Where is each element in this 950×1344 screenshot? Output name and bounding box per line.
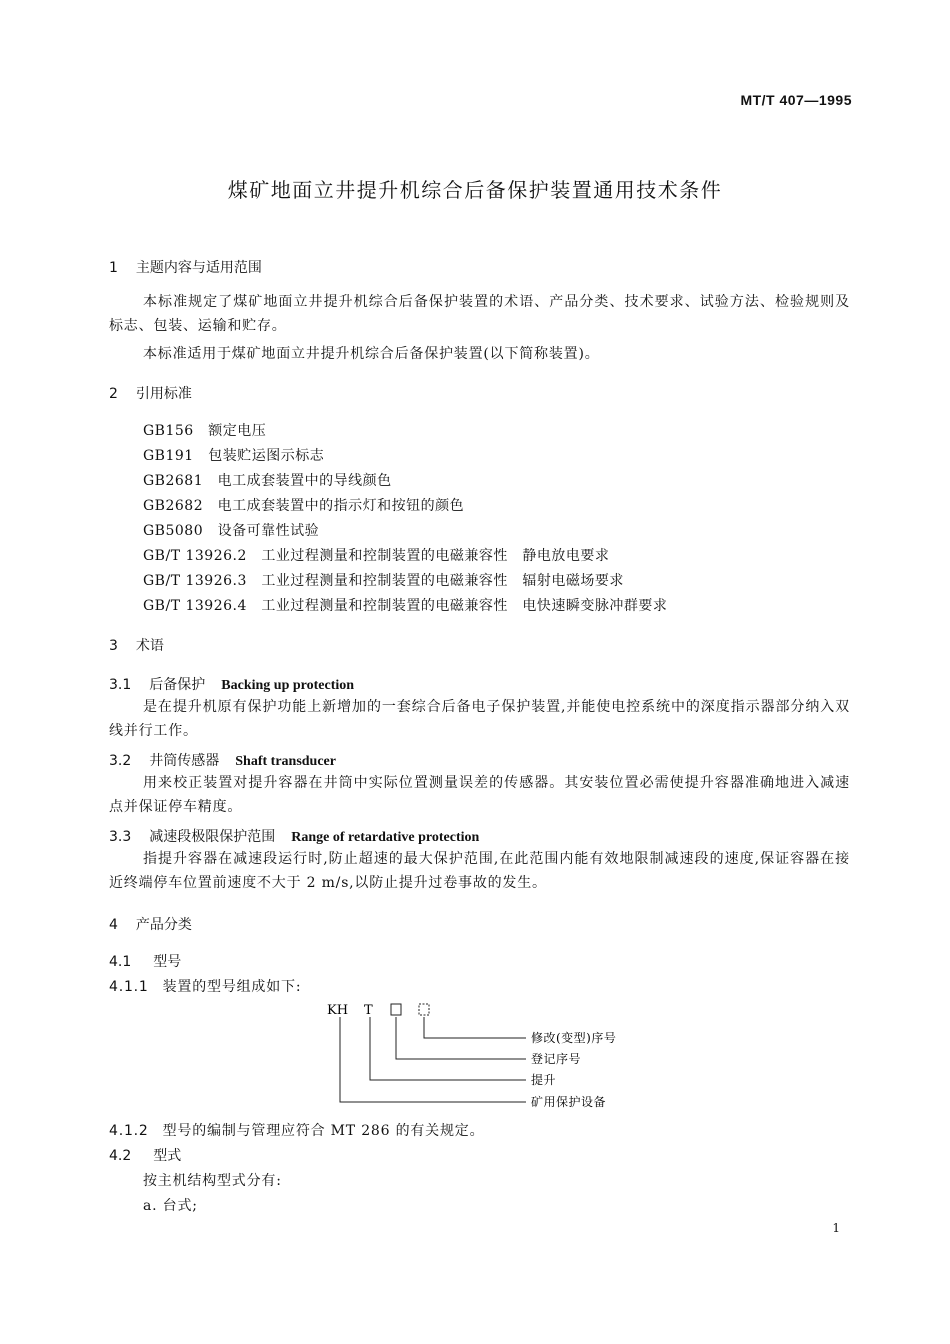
clause-number: 4.1.2	[109, 1123, 149, 1139]
clause-text: 型号的编制与管理应符合 MT 286 的有关规定。	[162, 1123, 485, 1139]
section-2-heading	[109, 383, 192, 403]
code-slot-dashed	[419, 1004, 429, 1015]
section-4-2-heading	[109, 1145, 181, 1165]
section-number: 3	[109, 638, 118, 654]
section-1-paragraph-1: 本标准规定了煤矿地面立井提升机综合后备保护装置的术语、产品分类、技术要求、试验方法、检验规则及标志、包装、运输和贮存。	[109, 294, 850, 334]
term-3-3-heading	[109, 826, 479, 846]
term-zh: 后备保护	[149, 677, 206, 693]
term-3-3-definition: 指提升容器在减速段运行时,防止超速的最大保护范围,在此范围内能有效地限制减速段的速度,保证容器在接近终端停车位置前速度不大于 2 m/s,以防止提升过卷事故的发生。	[109, 851, 850, 891]
label-modification-no: 修改(变型)序号	[531, 1031, 617, 1045]
clause-text: 装置的型号组成如下:	[162, 979, 302, 995]
section-title: 型式	[153, 1148, 182, 1164]
section-4-1-heading	[109, 951, 181, 971]
section-title: 产品分类	[135, 917, 192, 933]
section-number: 4.1	[109, 954, 132, 970]
reference-item: GB2682 电工成套装置中的指示灯和按钮的颜色	[143, 498, 465, 514]
section-1-heading	[109, 257, 262, 277]
label-mine-protection-equipment: 矿用保护设备	[531, 1095, 607, 1109]
label-hoist: 提升	[531, 1073, 557, 1087]
section-title: 主题内容与适用范围	[135, 260, 262, 276]
section-number: 4	[109, 917, 118, 933]
section-1-paragraph-2: 本标准适用于煤矿地面立井提升机综合后备保护装置(以下简称装置)。	[143, 346, 600, 362]
term-3-2-definition: 用来校正装置对提升容器在井筒中实际位置测量误差的传感器。其安装位置必需使提升容器准确地进入减速点并保证停车精度。	[109, 775, 850, 815]
section-title: 术语	[135, 638, 164, 654]
list-item-a: a. 台式;	[143, 1198, 198, 1214]
section-4-1-1	[109, 976, 301, 996]
reference-item: GB156 额定电压	[143, 423, 267, 439]
section-4-heading	[109, 914, 192, 934]
term-number: 3.3	[109, 829, 132, 845]
term-en: Shaft transducer	[235, 754, 336, 769]
model-code-diagram	[320, 998, 660, 1118]
label-registration-no: 登记序号	[531, 1052, 582, 1066]
reference-item: GB/T 13926.2 工业过程测量和控制装置的电磁兼容性 静电放电要求	[143, 548, 610, 564]
section-4-2-text: 按主机结构型式分有:	[143, 1173, 282, 1189]
term-number: 3.1	[109, 677, 132, 693]
reference-item: GB/T 13926.4 工业过程测量和控制装置的电磁兼容性 电快速瞬变脉冲群要求	[143, 598, 668, 614]
document-title: 煤矿地面立井提升机综合后备保护装置通用技术条件	[227, 178, 723, 202]
section-title: 引用标准	[135, 386, 192, 402]
section-number: 4.2	[109, 1148, 132, 1164]
term-en: Backing up protection	[221, 678, 355, 693]
code-t: T	[364, 1003, 373, 1018]
term-3-2-heading	[109, 750, 336, 770]
term-en: Range of retardative protection	[291, 830, 480, 845]
section-title: 型号	[153, 954, 182, 970]
term-3-1-heading	[109, 674, 354, 694]
reference-item: GB5080 设备可靠性试验	[143, 523, 320, 539]
reference-item: GB2681 电工成套装置中的导线颜色	[143, 473, 392, 489]
standard-number: MT/T 407—1995	[740, 92, 852, 108]
code-slot-solid	[391, 1004, 401, 1015]
term-number: 3.2	[109, 753, 132, 769]
section-number: 1	[109, 260, 118, 276]
term-3-1-definition: 是在提升机原有保护功能上新增加的一套综合后备电子保护装置,并能使电控系统中的深度指示器部分纳入双线并行工作。	[109, 699, 850, 739]
connector-line	[424, 1017, 526, 1038]
clause-number: 4.1.1	[109, 979, 149, 995]
section-number: 2	[109, 386, 118, 402]
page-number: 1	[832, 1221, 840, 1235]
code-kh: KH	[327, 1003, 349, 1018]
section-4-1-2	[109, 1120, 484, 1140]
term-zh: 井筒传感器	[149, 753, 220, 769]
reference-item: GB191 包装贮运图示标志	[143, 448, 325, 464]
reference-item: GB/T 13926.3 工业过程测量和控制装置的电磁兼容性 辐射电磁场要求	[143, 573, 624, 589]
section-3-heading	[109, 635, 164, 655]
connector-line	[370, 1017, 526, 1080]
term-zh: 减速段极限保护范围	[149, 829, 276, 845]
